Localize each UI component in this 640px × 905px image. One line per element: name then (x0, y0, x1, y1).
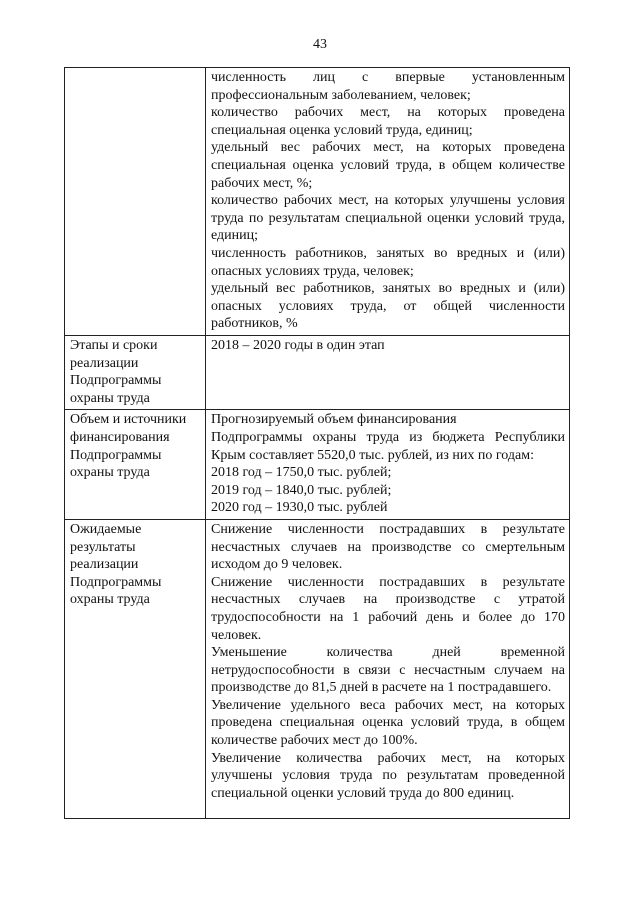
row-label-cell (65, 68, 206, 336)
row-label-cell (65, 410, 206, 520)
result-text: Увеличение количества рабочих мест, на которых улучшены условия труда по результатам проведенной специальной оценки условий труда до 800 единиц. (211, 750, 565, 801)
funding-year-text: 2019 год – 1840,0 тыс. рублей; (211, 482, 392, 498)
row-label: Объем и источники финансирования Подпрограммы охраны труда (70, 412, 187, 481)
funding-year-text: 2020 год – 1930,0 тыс. рублей (211, 500, 388, 516)
indicator-text: количество рабочих мест, на которых улучшены условия труда по результатам специальной оценки условий труда, единиц; (211, 193, 565, 244)
funding-year-text: 2018 год – 1750,0 тыс. рублей; (211, 465, 392, 481)
stage-text: 2018 – 2020 годы в один этап (211, 338, 385, 353)
indicator-text: количество рабочих мест, на которых проведена специальная оценка условий труда, единиц; (211, 105, 565, 138)
row-label-cell (65, 519, 206, 818)
table-row (65, 519, 570, 818)
row-label: Ожидаемые результаты реализации Подпрограммы охраны труда (70, 521, 162, 608)
passport-table (64, 67, 570, 819)
funding-text: Подпрограммы охраны труда из бюджета Республики Крым составляет 5520,0 тыс. рублей, из них по годам: (211, 429, 565, 463)
indicator-text: удельный вес рабочих мест, на которых проведена специальная оценка условий труда, в общем количестве рабочих мест, %; (211, 140, 565, 191)
table-row (65, 410, 570, 520)
row-content-cell (206, 410, 570, 520)
indicator-text: численность лиц с впервые установленным профессиональным заболеванием, человек; (211, 70, 565, 103)
table-row (65, 68, 570, 336)
indicator-text: удельный вес работников, занятых во вредных и (или) опасных условиях труда, от общей численности работников, % (211, 281, 565, 332)
row-label-cell (65, 336, 206, 410)
row-content-cell (206, 519, 570, 818)
row-label: Этапы и сроки реализации Подпрограммы охраны труда (70, 338, 162, 406)
page-number: 43 (313, 37, 327, 52)
result-text: Снижение численности пострадавших в результате несчастных случаев на производстве со смертельным исходом до 9 человек. (211, 521, 565, 573)
result-text: Увеличение удельного веса рабочих мест, на которых проведена специальная оценка условий труда, в общем количестве рабочих мест до 100%. (211, 697, 565, 749)
row-content-cell (206, 336, 570, 410)
funding-text: Прогнозируемый объем финансирования (211, 412, 457, 428)
result-text: Уменьшение количества дней временной нетрудоспособности в связи с несчастным случаем на производстве до 81,5 дней в расчете на 1 пострадавшего. (211, 645, 565, 696)
result-text: Снижение численности пострадавших в результате несчастных случаев на производстве с утратой трудоспособности на 1 рабочий день и более до 170 человек. (211, 574, 565, 643)
indicator-text: численность работников, занятых во вредных и (или) опасных условиях труда, человек; (211, 245, 565, 279)
row-content-cell (206, 68, 570, 336)
table-row (65, 336, 570, 410)
